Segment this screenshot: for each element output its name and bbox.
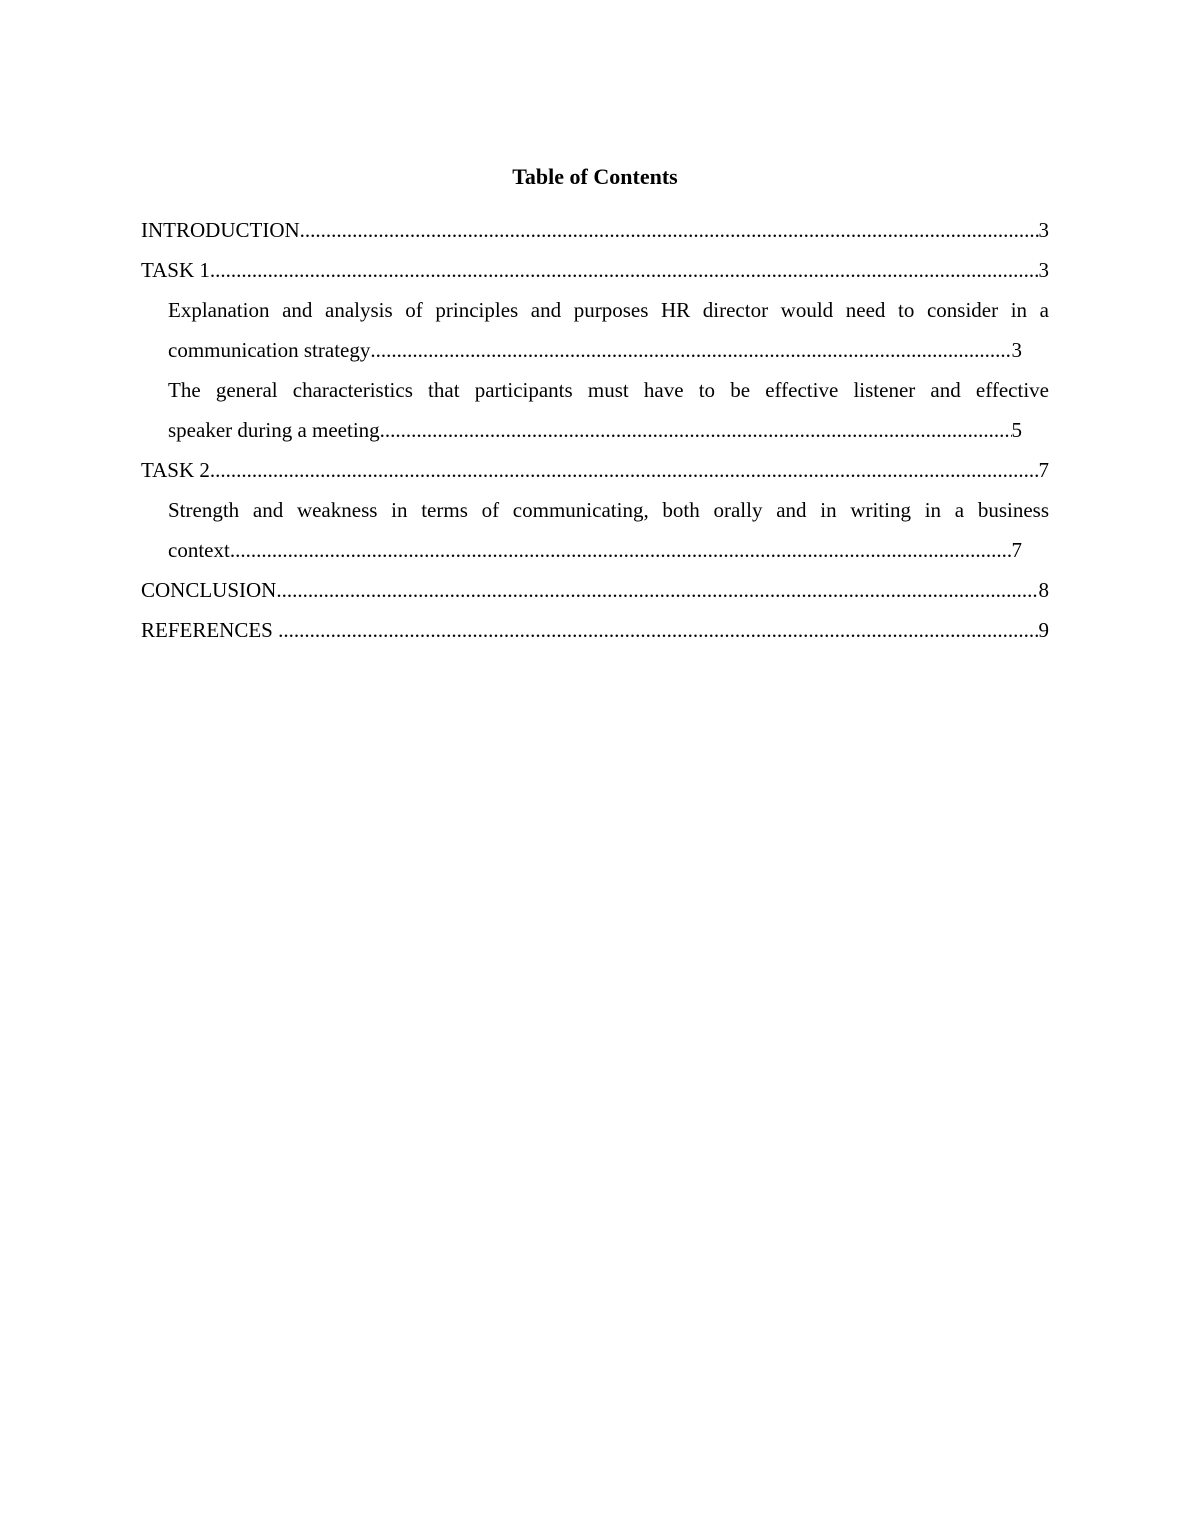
toc-entry-label: REFERENCES xyxy=(141,618,279,642)
toc-entry-label-line1: Strength and weakness in terms of communicating, both orally and in writing in a business xyxy=(168,498,1049,522)
toc-entry-label-line1: Explanation and analysis of principles and purposes HR director would need to consider in a xyxy=(168,298,1049,322)
toc-title: Table of Contents xyxy=(512,164,678,189)
toc-entry-label: TASK 2 xyxy=(141,458,210,482)
toc-entry-conclusion[interactable] xyxy=(141,570,1049,610)
toc-entry-label-line1: The general characteristics that participants must have to be effective listener and effective xyxy=(168,378,1049,402)
toc-entry-task-2[interactable] xyxy=(141,450,1049,490)
toc-subentry-communication-strategy[interactable] xyxy=(141,290,1049,370)
toc-entry-introduction[interactable] xyxy=(141,210,1049,250)
toc-page-number: 5 xyxy=(1011,418,1022,442)
toc-entry-label: TASK 1 xyxy=(141,258,210,282)
toc-page-number: 9 xyxy=(1038,618,1049,642)
toc-entry-label: CONCLUSION xyxy=(141,578,277,602)
toc-dot-leader xyxy=(210,250,1039,290)
toc-entry-label-line2: speaker during a meeting xyxy=(168,418,380,442)
toc-dot-leader xyxy=(276,570,1038,610)
toc-subentry-strength-weakness[interactable] xyxy=(141,490,1049,570)
toc-page-number: 7 xyxy=(1011,538,1022,562)
toc-entry-label-line2: context xyxy=(168,538,230,562)
toc-entry-references[interactable] xyxy=(141,610,1049,650)
toc-page-number: 3 xyxy=(1038,258,1049,282)
toc-dot-leader xyxy=(370,330,1011,370)
toc-entry-label: INTRODUCTION xyxy=(141,218,300,242)
toc-page-number: 3 xyxy=(1011,338,1022,362)
toc-dot-leader xyxy=(380,410,1012,450)
toc-dot-leader xyxy=(230,530,1012,570)
toc-dot-leader xyxy=(278,610,1038,650)
toc-dot-leader xyxy=(300,210,1039,250)
toc-dot-leader xyxy=(210,450,1039,490)
toc-entry-task-1[interactable] xyxy=(141,250,1049,290)
toc-page-number: 7 xyxy=(1038,458,1049,482)
toc-entry-label-line2: communication strategy xyxy=(168,338,371,362)
toc-page-number: 3 xyxy=(1038,218,1049,242)
toc-page-number: 8 xyxy=(1038,578,1049,602)
toc-subentry-listener-speaker[interactable] xyxy=(141,370,1049,450)
table-of-contents xyxy=(141,210,1049,650)
